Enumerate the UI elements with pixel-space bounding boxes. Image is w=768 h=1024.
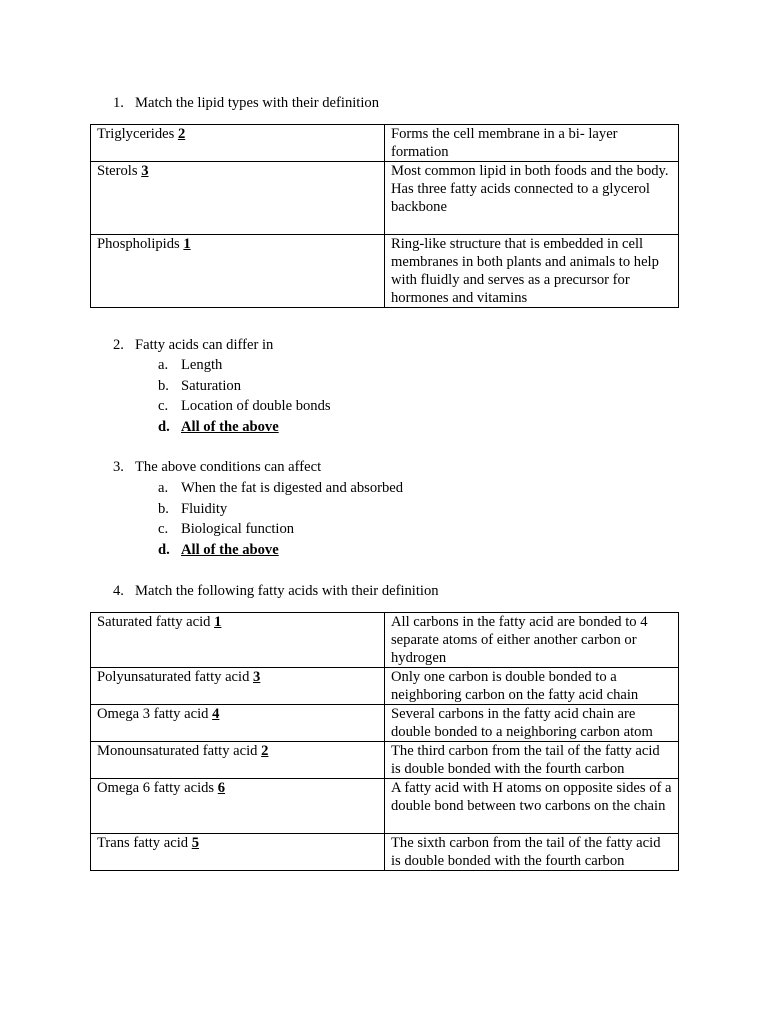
answer-number: 2 bbox=[177, 126, 186, 142]
definition-cell: Forms the cell membrane in a bi- layer formation bbox=[385, 125, 679, 162]
definition-cell: Only one carbon is double bonded to a neighboring carbon on the fatty acid chain bbox=[385, 668, 679, 705]
option-text: Saturation bbox=[181, 377, 241, 394]
lipid-match-table bbox=[90, 124, 679, 308]
option-letter: d. bbox=[158, 541, 170, 558]
question-number: 3. bbox=[113, 459, 124, 475]
term-cell bbox=[91, 668, 385, 705]
term-text: Sterols bbox=[97, 163, 142, 179]
option-letter: d. bbox=[158, 418, 170, 435]
term-text: Polyunsaturated fatty acid bbox=[97, 669, 254, 685]
table-row bbox=[91, 668, 679, 705]
question-text: The above conditions can affect bbox=[135, 459, 322, 475]
table-row bbox=[91, 613, 679, 668]
option-item bbox=[158, 376, 331, 397]
option-item bbox=[158, 355, 331, 376]
definition-cell: A fatty acid with H atoms on opposite sides of a double bond between two carbons on the chain bbox=[385, 779, 679, 834]
term-text: Omega 3 fatty acid bbox=[97, 706, 213, 722]
definition-cell: Several carbons in the fatty acid chain are double bonded to a neighboring carbon atom bbox=[385, 705, 679, 742]
answer-number: 4 bbox=[212, 706, 220, 722]
option-item bbox=[158, 396, 331, 417]
option-item bbox=[158, 478, 403, 499]
table-row bbox=[91, 779, 679, 834]
term-text: Trans fatty acid bbox=[97, 835, 192, 851]
option-letter: a. bbox=[158, 480, 169, 496]
option-letter: a. bbox=[158, 357, 169, 373]
question-4 bbox=[113, 581, 439, 601]
term-text: Saturated fatty acid bbox=[97, 614, 215, 630]
question-number: 2. bbox=[113, 337, 124, 353]
question-2-options bbox=[158, 355, 331, 437]
option-text: All of the above bbox=[181, 541, 279, 558]
question-text: Match the lipid types with their definition bbox=[135, 95, 379, 111]
term-text: Monounsaturated fatty acid bbox=[97, 743, 262, 759]
fatty-acid-match-table bbox=[90, 612, 679, 871]
term-text: Omega 6 fatty acids bbox=[97, 780, 218, 796]
term-cell bbox=[91, 125, 385, 162]
option-text: Length bbox=[181, 357, 223, 373]
question-3 bbox=[113, 457, 321, 477]
option-text: Location of double bonds bbox=[181, 398, 331, 414]
table-row bbox=[91, 125, 679, 162]
option-letter: c. bbox=[158, 398, 169, 414]
option-letter: b. bbox=[158, 500, 169, 517]
option-text: Biological function bbox=[181, 521, 295, 537]
question-number: 4. bbox=[113, 583, 124, 599]
term-cell bbox=[91, 779, 385, 834]
answer-number: 6 bbox=[217, 780, 226, 796]
definition-cell: The third carbon from the tail of the fatty acid is double bonded with the fourth carbon bbox=[385, 742, 679, 779]
answer-number: 2 bbox=[261, 743, 269, 759]
option-letter: c. bbox=[158, 521, 169, 537]
option-letter: b. bbox=[158, 377, 169, 394]
option-item-answer bbox=[158, 540, 403, 561]
term-text: Phospholipids bbox=[97, 236, 184, 252]
option-item-answer bbox=[158, 417, 331, 438]
question-text: Fatty acids can differ in bbox=[135, 337, 274, 353]
question-number: 1. bbox=[113, 95, 124, 111]
term-cell bbox=[91, 162, 385, 235]
table-row bbox=[91, 834, 679, 871]
table-row bbox=[91, 742, 679, 779]
answer-number: 3 bbox=[141, 163, 149, 179]
term-cell bbox=[91, 613, 385, 668]
term-cell bbox=[91, 834, 385, 871]
option-item bbox=[158, 499, 403, 520]
term-cell bbox=[91, 705, 385, 742]
question-2 bbox=[113, 335, 273, 355]
table-row bbox=[91, 705, 679, 742]
answer-number: 3 bbox=[253, 669, 261, 685]
option-item bbox=[158, 519, 403, 540]
table-row bbox=[91, 235, 679, 308]
definition-cell: Ring-like structure that is embedded in cell membranes in both plants and animals to help with fluidly and serves as a precursor for hormones and vitamins bbox=[385, 235, 679, 308]
option-text: Fluidity bbox=[181, 500, 228, 517]
question-1 bbox=[113, 93, 379, 113]
term-cell bbox=[91, 235, 385, 308]
question-3-options bbox=[158, 478, 403, 560]
answer-number: 1 bbox=[183, 236, 191, 252]
table-row bbox=[91, 162, 679, 235]
answer-number: 5 bbox=[191, 835, 200, 851]
answer-number: 1 bbox=[214, 614, 222, 630]
option-text: All of the above bbox=[181, 418, 279, 435]
definition-cell: The sixth carbon from the tail of the fatty acid is double bonded with the fourth carbon bbox=[385, 834, 679, 871]
term-cell bbox=[91, 742, 385, 779]
question-text: Match the following fatty acids with their definition bbox=[135, 583, 439, 599]
definition-cell: Most common lipid in both foods and the body. Has three fatty acids connected to a glycerol backbone bbox=[385, 162, 679, 235]
term-text: Triglycerides bbox=[97, 126, 178, 142]
definition-cell: All carbons in the fatty acid are bonded to 4 separate atoms of either another carbon or hydrogen bbox=[385, 613, 679, 668]
option-text: When the fat is digested and absorbed bbox=[181, 480, 404, 496]
